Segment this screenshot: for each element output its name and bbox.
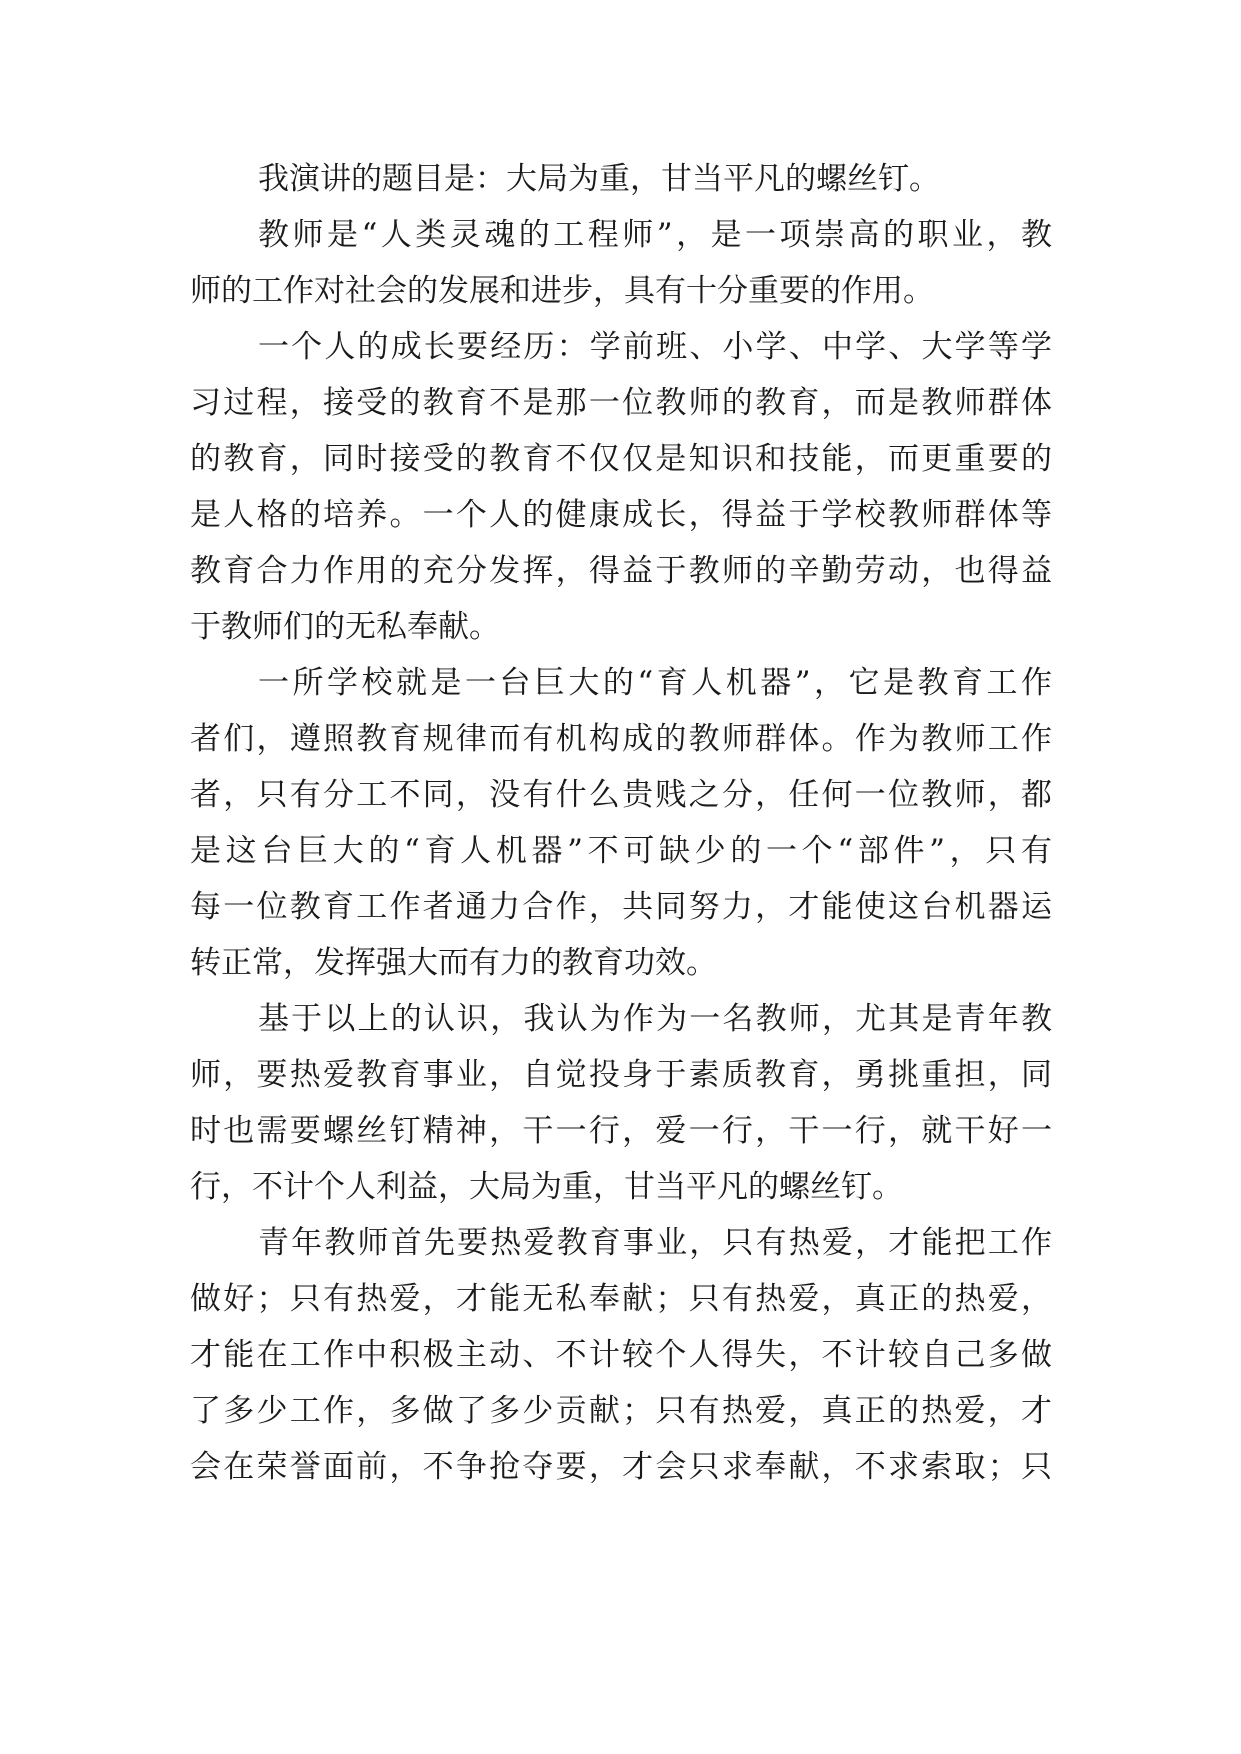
text-line: 做好；只有热爱，才能无私奉献；只有热爱，真正的热爱， — [190, 1281, 1052, 1317]
text-line: 了多少工作，多做了多少贡献；只有热爱，真正的热爱，才 — [190, 1393, 1052, 1429]
text-line: 教师是“人类灵魂的工程师”，是一项崇高的职业，教 — [258, 217, 1052, 253]
text-line: 转正常，发挥强大而有力的教育功效。 — [190, 945, 717, 981]
text-line: 于教师们的无私奉献。 — [190, 609, 500, 645]
text-line: 每一位教育工作者通力合作，共同努力，才能使这台机器运 — [190, 889, 1052, 925]
text-line: 师的工作对社会的发展和进步，具有十分重要的作用。 — [190, 273, 934, 309]
text-line: 一所学校就是一台巨大的“育人机器”，它是教育工作 — [258, 665, 1052, 701]
text-line: 我演讲的题目是：大局为重，甘当平凡的螺丝钉。 — [258, 161, 940, 197]
text-line: 基于以上的认识，我认为作为一名教师，尤其是青年教 — [258, 1001, 1052, 1037]
text-line: 是这台巨大的“育人机器”不可缺少的一个“部件”，只有 — [190, 833, 1052, 869]
text-line: 师，要热爱教育事业，自觉投身于素质教育，勇挑重担，同 — [190, 1057, 1052, 1093]
text-line: 教育合力作用的充分发挥，得益于教师的辛勤劳动，也得益 — [190, 553, 1052, 589]
text-line: 者们，遵照教育规律而有机构成的教师群体。作为教师工作 — [190, 721, 1052, 757]
text-line: 的教育，同时接受的教育不仅仅是知识和技能，而更重要的 — [190, 441, 1052, 477]
text-line: 才能在工作中积极主动、不计较个人得失，不计较自己多做 — [190, 1337, 1052, 1373]
text-line: 一个人的成长要经历：学前班、小学、中学、大学等学 — [258, 329, 1052, 365]
text-line: 是人格的培养。一个人的健康成长，得益于学校教师群体等 — [190, 497, 1052, 533]
text-line: 行，不计个人利益，大局为重，甘当平凡的螺丝钉。 — [190, 1169, 903, 1205]
text-line: 青年教师首先要热爱教育事业，只有热爱，才能把工作 — [258, 1225, 1052, 1261]
text-line: 者，只有分工不同，没有什么贵贱之分，任何一位教师，都 — [190, 777, 1052, 813]
text-line: 时也需要螺丝钉精神，干一行，爱一行，干一行，就干好一 — [190, 1113, 1052, 1149]
text-line: 会在荣誉面前，不争抢夺要，才会只求奉献，不求索取；只 — [190, 1449, 1052, 1485]
text-line: 习过程，接受的教育不是那一位教师的教育，而是教师群体 — [190, 385, 1052, 421]
